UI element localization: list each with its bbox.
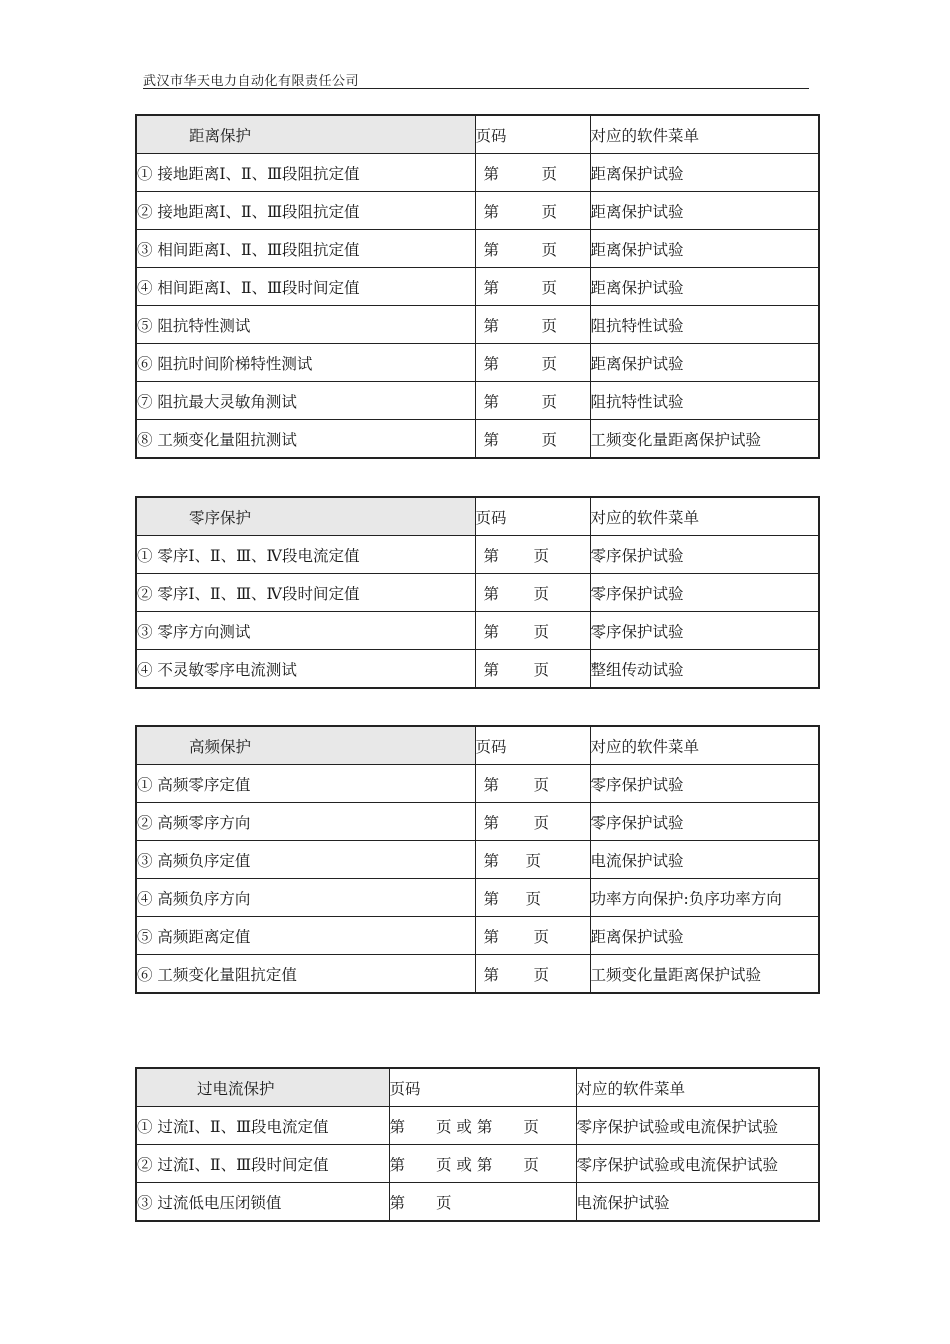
table-header-row [136,1068,819,1107]
menu-cell: 工频变化量距离保护试验 [590,420,819,459]
page-suffix: 页 [533,813,550,832]
col-header-page: 页码 [475,726,590,765]
col-header-menu: 对应的软件菜单 [576,1068,819,1107]
page-cell [475,230,590,268]
table-high-frequency-protection [135,725,820,994]
col-header-page: 页码 [389,1068,576,1107]
menu-cell: 零序保护试验 [590,612,819,650]
company-header: 武汉市华天电力自动化有限责任公司 [143,74,360,89]
item-cell: ① 高频零序定值 [136,765,475,803]
page-cell [475,420,590,459]
page-cell [475,841,590,879]
col-header-menu: 对应的软件菜单 [590,497,819,536]
page-prefix: 第 [483,202,500,221]
page-cell [475,650,590,689]
header-divider [143,88,809,89]
item-cell: ⑦ 阻抗最大灵敏角测试 [136,382,475,420]
page-cell [475,306,590,344]
col-header-menu: 对应的软件菜单 [590,726,819,765]
item-cell: ② 零序Ⅰ、Ⅱ、Ⅲ、Ⅳ段时间定值 [136,574,475,612]
page-prefix: 第 [483,660,500,679]
item-cell: ① 过流Ⅰ、Ⅱ、Ⅲ段电流定值 [136,1107,389,1145]
table-header-row [136,497,819,536]
menu-cell: 功率方向保护:负序功率方向 [590,879,819,917]
section-title: 高频保护 [136,726,475,765]
col-header-menu: 对应的软件菜单 [590,115,819,154]
menu-cell: 工频变化量距离保护试验 [590,955,819,994]
menu-cell: 距离保护试验 [590,192,819,230]
page-cell [475,344,590,382]
menu-cell: 零序保护试验 [590,536,819,574]
menu-cell: 阻抗特性试验 [590,382,819,420]
section-title: 零序保护 [136,497,475,536]
table-zero-sequence-protection [135,496,820,689]
table-row [136,841,819,879]
page-cell [475,154,590,192]
table-row [136,803,819,841]
page-suffix: 页 [533,546,550,565]
menu-cell: 零序保护试验 [590,765,819,803]
page-cell [475,879,590,917]
page-prefix: 第 [483,392,500,411]
item-cell: ④ 高频负序方向 [136,879,475,917]
section-title: 距离保护 [136,115,475,154]
page-suffix: 页 [525,851,542,870]
table-row [136,268,819,306]
page-suffix: 页 [541,392,558,411]
item-cell: ③ 过流低电压闭锁值 [136,1183,389,1222]
col-header-page: 页码 [475,115,590,154]
table-row [136,230,819,268]
table-row [136,420,819,459]
table-header-row [136,726,819,765]
menu-cell: 零序保护试验或电流保护试验 [576,1145,819,1183]
page-prefix: 第 [483,775,500,794]
page-cell [475,574,590,612]
menu-cell: 电流保护试验 [576,1183,819,1222]
page-suffix: 页 [541,316,558,335]
menu-cell: 距离保护试验 [590,917,819,955]
page-suffix: 页 [533,927,550,946]
menu-cell: 零序保护试验或电流保护试验 [576,1107,819,1145]
item-cell: ⑥ 阻抗时间阶梯特性测试 [136,344,475,382]
page-prefix: 第 [483,354,500,373]
page-cell [475,612,590,650]
menu-cell: 距离保护试验 [590,268,819,306]
table-row [136,154,819,192]
page-suffix: 页 [533,965,550,984]
menu-cell: 电流保护试验 [590,841,819,879]
page-prefix: 第 [483,584,500,603]
menu-cell: 距离保护试验 [590,154,819,192]
menu-cell: 整组传动试验 [590,650,819,689]
page-suffix: 页 [525,889,542,908]
menu-cell: 距离保护试验 [590,344,819,382]
item-cell: ④ 相间距离Ⅰ、Ⅱ、Ⅲ段时间定值 [136,268,475,306]
table-row [136,879,819,917]
menu-cell: 阻抗特性试验 [590,306,819,344]
page-suffix: 页 [541,164,558,183]
page-prefix: 第 [483,889,500,908]
page-suffix: 页 [541,202,558,221]
item-cell: ② 高频零序方向 [136,803,475,841]
table-row [136,765,819,803]
table-row [136,574,819,612]
table-row [136,650,819,689]
page-prefix: 第 [483,965,500,984]
item-cell: ① 接地距离Ⅰ、Ⅱ、Ⅲ段阻抗定值 [136,154,475,192]
page-cell [475,803,590,841]
table-row [136,612,819,650]
page-prefix: 第 [483,430,500,449]
item-cell: ③ 相间距离Ⅰ、Ⅱ、Ⅲ段阻抗定值 [136,230,475,268]
page-prefix: 第 [483,278,500,297]
item-cell: ① 零序Ⅰ、Ⅱ、Ⅲ、Ⅳ段电流定值 [136,536,475,574]
page-cell [475,268,590,306]
page-prefix: 第 [483,316,500,335]
table-row [136,917,819,955]
item-cell: ④ 不灵敏零序电流测试 [136,650,475,689]
page-cell [475,192,590,230]
page-suffix: 页 [541,430,558,449]
item-cell: ⑥ 工频变化量阻抗定值 [136,955,475,994]
page-cell: 第 页 或 第 页 [389,1145,576,1183]
page-cell [475,536,590,574]
page-suffix: 页 [541,240,558,259]
page-suffix: 页 [533,660,550,679]
item-cell: ⑧ 工频变化量阻抗测试 [136,420,475,459]
item-cell: ③ 高频负序定值 [136,841,475,879]
item-cell: ⑤ 阻抗特性测试 [136,306,475,344]
page-cell [475,917,590,955]
item-cell: ② 过流Ⅰ、Ⅱ、Ⅲ段时间定值 [136,1145,389,1183]
page-cell [475,765,590,803]
table-row [136,1107,819,1145]
page-prefix: 第 [483,546,500,565]
page-prefix: 第 [483,240,500,259]
table-row [136,955,819,994]
item-cell: ⑤ 高频距离定值 [136,917,475,955]
page-cell [475,382,590,420]
section-title: 过电流保护 [136,1068,389,1107]
page-suffix: 页 [541,354,558,373]
page-prefix: 第 [483,164,500,183]
table-row [136,536,819,574]
page-suffix: 页 [541,278,558,297]
page-suffix: 页 [533,622,550,641]
page-prefix: 第 [483,622,500,641]
menu-cell: 距离保护试验 [590,230,819,268]
table-overcurrent-protection [135,1067,820,1222]
menu-cell: 零序保护试验 [590,574,819,612]
table-distance-protection [135,114,820,459]
page-prefix: 第 [483,851,500,870]
page-prefix: 第 [483,927,500,946]
table-row [136,1183,819,1222]
page-cell [475,955,590,994]
page-suffix: 页 [533,775,550,794]
table-row [136,192,819,230]
menu-cell: 零序保护试验 [590,803,819,841]
item-cell: ③ 零序方向测试 [136,612,475,650]
table-row [136,382,819,420]
table-row [136,1145,819,1183]
table-row [136,344,819,382]
page-suffix: 页 [533,584,550,603]
page-cell: 第 页 [389,1183,576,1222]
col-header-page: 页码 [475,497,590,536]
page-cell: 第 页 或 第 页 [389,1107,576,1145]
item-cell: ② 接地距离Ⅰ、Ⅱ、Ⅲ段阻抗定值 [136,192,475,230]
table-header-row [136,115,819,154]
table-row [136,306,819,344]
page-prefix: 第 [483,813,500,832]
